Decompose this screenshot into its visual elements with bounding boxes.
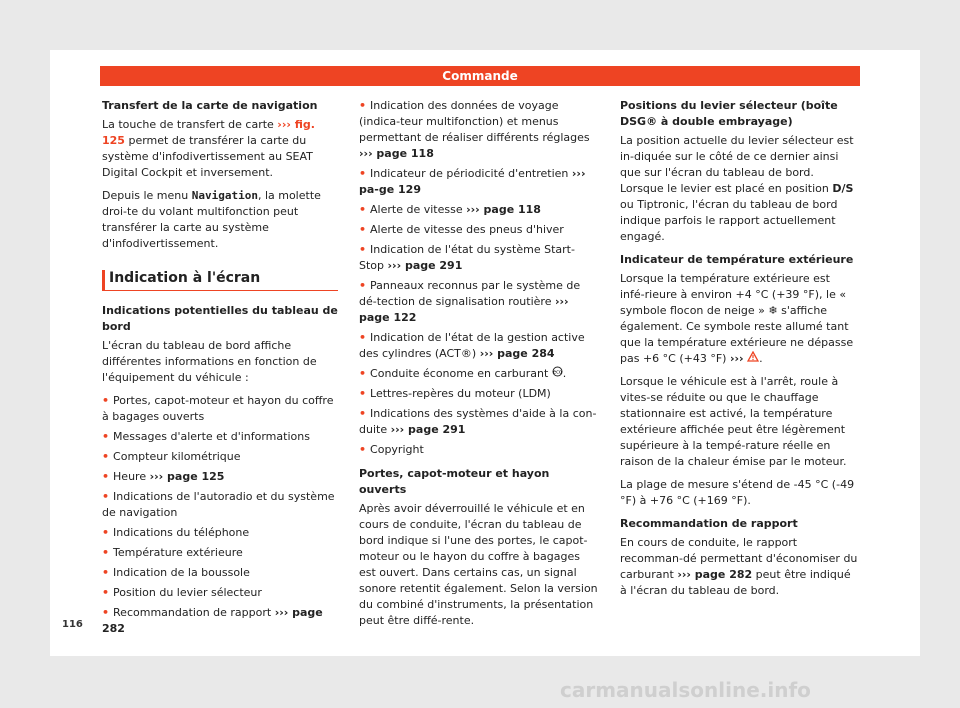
page-link[interactable]: ››› page 118 bbox=[466, 203, 541, 216]
bullet-icon: • bbox=[359, 243, 367, 256]
paragraph bbox=[102, 188, 338, 252]
heading-indications: Indications potentielles du tableau de bord bbox=[102, 304, 338, 333]
text: . bbox=[759, 352, 763, 365]
page-link[interactable]: ››› page 122 bbox=[359, 295, 569, 324]
text: , la molette droi-te du volant multifonction peut transférer la carte au système d'infodivertissement. bbox=[102, 189, 321, 250]
eco-icon bbox=[552, 366, 563, 382]
list-item bbox=[102, 565, 338, 581]
bullet-icon: • bbox=[102, 606, 110, 619]
text: Lettres-repères du moteur (LDM) bbox=[370, 387, 551, 400]
bullet-icon: • bbox=[359, 443, 367, 456]
text: Indications du téléphone bbox=[113, 526, 250, 539]
paragraph bbox=[620, 133, 858, 245]
page-link[interactable]: ››› pa-ge 129 bbox=[359, 167, 586, 196]
snowflake-icon: ❄ bbox=[768, 304, 778, 317]
text: Heure bbox=[113, 470, 150, 483]
bullet-icon: • bbox=[102, 470, 110, 483]
bullet-icon: • bbox=[359, 203, 367, 216]
text: La touche de transfert de carte bbox=[102, 118, 278, 131]
text: Indication de l'état de la gestion active des cylindres (ACT®) bbox=[359, 331, 585, 360]
page-link[interactable]: ››› page 291 bbox=[387, 259, 463, 272]
page-link[interactable]: ››› page 282 bbox=[102, 606, 323, 635]
heading-outside-temp: Indicateur de température extérieure bbox=[620, 253, 854, 266]
paragraph bbox=[620, 271, 858, 367]
list-item bbox=[359, 330, 599, 362]
text: Recommandation de rapport bbox=[113, 606, 275, 619]
text: Température extérieure bbox=[113, 546, 243, 559]
section-title: Indication à l'écran bbox=[109, 270, 261, 286]
paragraph: L'écran du tableau de bord affiche différentes informations en fonction de l'équipement du véhicule : bbox=[102, 339, 317, 384]
column-2 bbox=[359, 98, 599, 636]
list-item bbox=[359, 442, 599, 458]
text: Conduite économe en carburant bbox=[370, 367, 552, 380]
text: Indications de l'autoradio et du système de navigation bbox=[102, 490, 335, 519]
bullet-icon: • bbox=[102, 566, 110, 579]
bullet-icon: • bbox=[359, 387, 367, 400]
page-link[interactable]: ››› page 118 bbox=[359, 147, 434, 160]
paragraph: Après avoir déverrouillé le véhicule et en cours de conduite, l'écran du tableau de bord indique si l'une des portes, le capot-moteur ou le hayon du coffre à bagages est ouvert. Dans certains cas, un signal sonore retentit également. Selon la version du combiné d'instruments, la présentation peut être diffé-rente. bbox=[359, 502, 598, 627]
bullet-icon: • bbox=[102, 526, 110, 539]
svg-text:eco: eco bbox=[552, 369, 562, 376]
text: Indications des systèmes d'aide à la con-duite bbox=[359, 407, 597, 436]
section-heading bbox=[102, 270, 338, 291]
text: Indication des données de voyage (indica-teur multifonction) et menus permettant de réaliser différents réglages bbox=[359, 99, 590, 144]
gear-position: D/S bbox=[832, 182, 854, 195]
text: Lorsque la température extérieure est infé-rieure à environ +4 °C (+39 °F), le « symbole flocon de neige » bbox=[620, 272, 847, 317]
heading-gear-recommendation: Recommandation de rapport bbox=[620, 517, 798, 530]
paragraph: Lorsque le véhicule est à l'arrêt, roule à vites-se réduite ou que le chauffage stationnaire est activé, la température extérieure affichée peut être légèrement supérieure à la tempé-rature réelle en raison de la chaleur émise par le moteur. bbox=[620, 375, 847, 468]
list-item bbox=[359, 98, 599, 162]
page-link[interactable]: ››› page 291 bbox=[390, 423, 466, 436]
list-item bbox=[359, 202, 599, 218]
list-item bbox=[359, 166, 599, 198]
text: Panneaux reconnus par le système de dé-tection de signalisation routière bbox=[359, 279, 581, 308]
warning-link[interactable]: ››› bbox=[729, 352, 744, 365]
list-item bbox=[359, 386, 599, 402]
heading-map-transfer: Transfert de la carte de navigation bbox=[102, 99, 318, 112]
list-item bbox=[102, 525, 338, 541]
text: . bbox=[562, 367, 567, 380]
list-item bbox=[102, 489, 338, 521]
text: ou Tiptronic, l'écran du tableau de bord indique parfois le rapport actuellement engagé. bbox=[620, 198, 838, 243]
list-item bbox=[102, 429, 338, 445]
menu-name: Navigation bbox=[191, 189, 258, 202]
text: Copyright bbox=[370, 443, 424, 456]
list-item bbox=[359, 242, 599, 274]
watermark: carmanualsonline.info bbox=[560, 678, 811, 702]
bullet-icon: • bbox=[359, 331, 367, 344]
bullet-icon: • bbox=[102, 586, 110, 599]
paragraph bbox=[102, 117, 338, 181]
list-item bbox=[102, 449, 338, 465]
text: Messages d'alerte et d'informations bbox=[113, 430, 310, 443]
text: En cours de conduite, le rapport recomman-dé permettant d'économiser du carburant bbox=[620, 536, 858, 581]
page-link[interactable]: ››› page 282 bbox=[677, 568, 753, 581]
figure-link[interactable]: ››› fig. 125 bbox=[102, 118, 315, 147]
list-item bbox=[102, 545, 338, 561]
bullet-icon: • bbox=[359, 223, 367, 236]
bullet-icon: • bbox=[102, 490, 110, 503]
heading-gear-lever: Positions du levier sélecteur (boîte DSG® à double embrayage) bbox=[620, 99, 838, 128]
list-item bbox=[359, 222, 599, 238]
page-number: 116 bbox=[62, 619, 83, 630]
warning-triangle-icon bbox=[747, 351, 759, 367]
list-item bbox=[359, 278, 599, 326]
heading-doors-open: Portes, capot-moteur et hayon ouverts bbox=[359, 467, 550, 496]
bullet-icon: • bbox=[102, 450, 110, 463]
text: Indicateur de périodicité d'entretien bbox=[370, 167, 572, 180]
paragraph bbox=[620, 535, 858, 599]
list-item bbox=[102, 469, 338, 485]
page-link[interactable]: ››› page 284 bbox=[479, 347, 555, 360]
bullet-icon: • bbox=[102, 546, 110, 559]
list-item bbox=[359, 366, 599, 382]
bullet-icon: • bbox=[102, 394, 110, 407]
bullet-icon: • bbox=[359, 99, 367, 112]
text: Indication de l'état du système Start-Stop bbox=[359, 243, 575, 272]
text: Position du levier sélecteur bbox=[113, 586, 262, 599]
list-item bbox=[359, 406, 599, 438]
bullet-icon: • bbox=[359, 279, 367, 292]
list-item bbox=[102, 585, 338, 601]
text: Compteur kilométrique bbox=[113, 450, 241, 463]
text: La position actuelle du levier sélecteur est in-diquée sur le côté de ce dernier ainsi que sur l'écran du tableau de bord. Lorsque le levier est placé en position bbox=[620, 134, 854, 195]
page-link[interactable]: ››› page 125 bbox=[149, 470, 225, 483]
text: s'affiche également. Ce symbole reste allumé tant que la température extérieure ne dépasse pas +6 °C (+43 °F) bbox=[620, 304, 854, 365]
list-item bbox=[102, 605, 338, 637]
text: Depuis le menu bbox=[102, 189, 192, 202]
text: Indication de la boussole bbox=[113, 566, 250, 579]
text: permet de transférer la carte du système d'infodivertissement au SEAT Digital Cockpit et inversement. bbox=[102, 134, 313, 179]
bullet-icon: • bbox=[359, 167, 367, 180]
text: Alerte de vitesse des pneus d'hiver bbox=[370, 223, 564, 236]
bullet-icon: • bbox=[102, 430, 110, 443]
text: Portes, capot-moteur et hayon du coffre à bagages ouverts bbox=[102, 394, 334, 423]
column-1 bbox=[102, 98, 338, 641]
chapter-header: Commande bbox=[100, 66, 860, 86]
bullet-icon: • bbox=[359, 407, 367, 420]
paragraph: La plage de mesure s'étend de -45 °C (-49 °F) à +76 °C (+169 °F). bbox=[620, 478, 855, 507]
column-3 bbox=[620, 98, 858, 606]
text: Alerte de vitesse bbox=[370, 203, 467, 216]
list-item bbox=[102, 393, 338, 425]
text: peut être indiqué à l'écran du tableau de bord. bbox=[620, 568, 851, 597]
bullet-icon: • bbox=[359, 367, 367, 380]
